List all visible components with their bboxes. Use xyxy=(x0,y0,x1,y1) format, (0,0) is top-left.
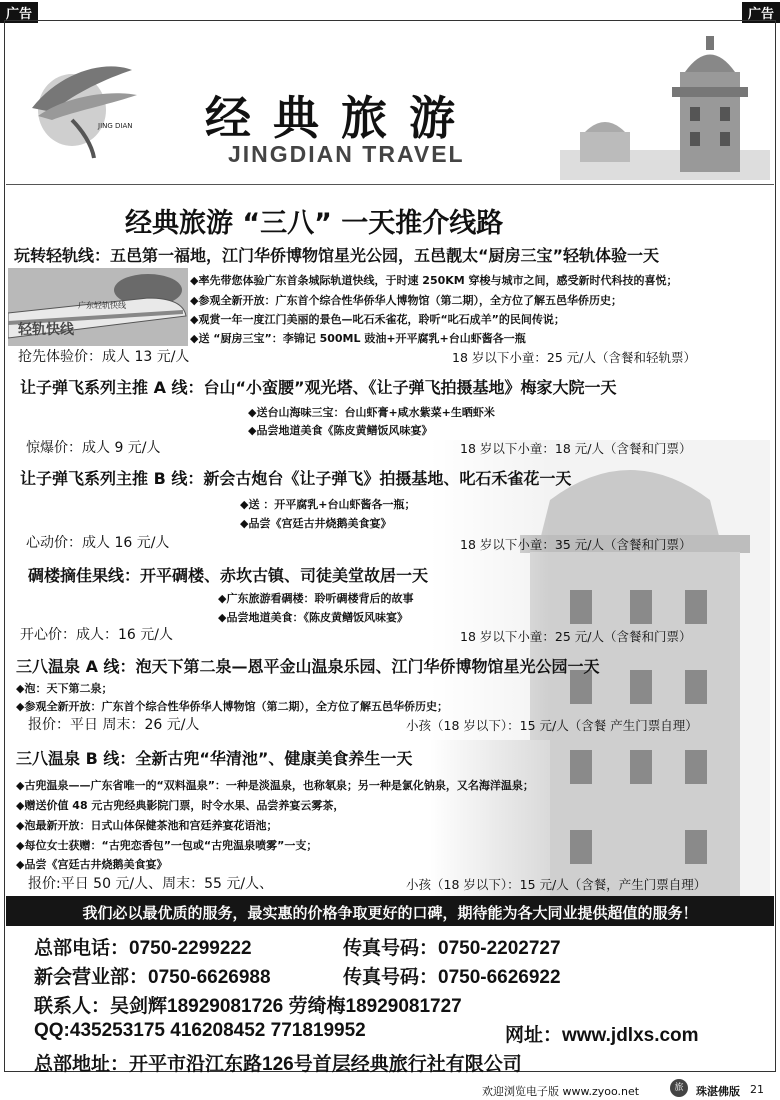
route-2-price-child: 18 岁以下小童：18 元/人（含餐和门票） xyxy=(460,441,692,456)
ad-label-left: 广告 xyxy=(0,2,38,23)
route-6-price-adult: 报价:平日 50 元/人、周末：55 元/人、 xyxy=(28,876,274,892)
route-5-bullet-1: ◆泡：天下第二泉； xyxy=(16,682,113,695)
brand-name-en: JINGDIAN TRAVEL xyxy=(228,141,465,167)
route-6-price-child: 小孩（18 岁以下）：15 元/人（含餐，产生门票自理） xyxy=(406,877,707,892)
route-3-title: 让子弹飞系列主推 B 线：新会古炮台《让子弹飞》拍摄基地、叱石禾雀花一天 xyxy=(20,469,572,488)
route-1-bullet-1: ◆率先带您体验广东首条城际轨道快线，于时速 250KM 穿梭与城市之间，感受新时代科技的喜悦； xyxy=(190,274,678,287)
qq-numbers: QQ:435253175 416208452 771819952 xyxy=(34,1020,366,1041)
route-1-price-child: 18 岁以下小童：25 元/人（含餐和轻轨票） xyxy=(452,350,696,365)
route-3-bullet-2: ◆品尝《宫廷古井烧鹅美食宴》 xyxy=(240,517,392,530)
route-4-price-child: 18 岁以下小童：25 元/人（含餐和门票） xyxy=(460,629,692,644)
route-1-bullet-2: ◆参观全新开放：广东首个综合性华侨华人博物馆（第二期），全方位了解五邑华侨历史； xyxy=(190,294,622,307)
route-4-title: 碉楼摘佳果线：开平碉楼、赤坎古镇、司徒美堂故居一天 xyxy=(28,566,429,585)
logo-text: JING DIAN xyxy=(98,122,133,130)
route-6-title: 三八温泉 B 线：全新古兜“华清池”、健康美食养生一天 xyxy=(16,749,413,768)
route-2-price-adult: 惊爆价：成人 9 元/人 xyxy=(26,440,161,456)
route-2-bullet-1: ◆送台山海味三宝：台山虾膏+咸水紫菜+生晒虾米 xyxy=(248,406,495,419)
route-6-bullet-1: ◆古兜温泉——广东省唯一的“双料温泉”：一种是淡温泉，也称氡泉；另一种是氯化钠泉，又名海洋温泉； xyxy=(16,779,534,792)
page-number: 21 xyxy=(750,1083,764,1096)
route-4-price-adult: 开心价：成人：16 元/人 xyxy=(20,627,173,643)
branch-phone: 新会营业部：0750-6626988 xyxy=(34,967,271,988)
header-divider xyxy=(6,184,774,185)
ad-label-right: 广告 xyxy=(742,2,780,23)
branch-fax: 传真号码：0750-6626922 xyxy=(343,967,561,988)
hq-address: 总部地址：开平市沿江东路126号首层经典旅行社有限公司 xyxy=(34,1054,522,1075)
route-2-title: 让子弹飞系列主推 A 线：台山“小蛮腰”观光塔、《让子弹飞拍摄基地》梅家大院一天 xyxy=(20,378,617,397)
route-5-bullet-2: ◆参观全新开放：广东首个综合性华侨华人博物馆（第二期），全方位了解五邑华侨历史； xyxy=(16,700,448,713)
footer-site: 欢迎浏览电子版 www.zyoo.net xyxy=(482,1085,640,1098)
route-4-bullet-1: ◆广东旅游看碉楼：聆听碉楼背后的故事 xyxy=(218,592,414,605)
slogan-bar xyxy=(6,896,774,926)
dragonfly-logo xyxy=(12,50,152,160)
train-text-2: 轻轨快线 xyxy=(18,322,74,338)
route-4-bullet-2: ◆品尝地道美食：《陈皮黄鳝饭风味宴》 xyxy=(218,611,408,624)
route-1-bullet-4: ◆送 “厨房三宝”：李锦记 500ML 豉油+开平腐乳+台山虾酱各一瓶 xyxy=(190,332,526,345)
route-3-price-adult: 心动价：成人 16 元/人 xyxy=(26,535,170,551)
train-image xyxy=(8,268,188,346)
website: 网址：www.jdlxs.com xyxy=(505,1025,699,1046)
watchtower-image xyxy=(560,32,770,180)
train-text-1: 广东轻轨快线 xyxy=(78,301,126,310)
route-5-title: 三八温泉 A 线：泡天下第二泉—恩平金山温泉乐园、江门华侨博物馆星光公园一天 xyxy=(16,657,600,676)
hq-fax: 传真号码：0750-2202727 xyxy=(343,938,561,959)
route-6-bullet-5: ◆品尝《宫廷古井烧鹅美食宴》 xyxy=(16,858,168,871)
hq-phone: 总部电话：0750-2299222 xyxy=(34,938,252,959)
headline: 经典旅游 “三八” 一天推介线路 xyxy=(125,208,504,239)
route-5-price-adult: 报价：平日 周末：26 元/人 xyxy=(28,717,200,733)
route-6-bullet-4: ◆每位女士获赠：“古兜恋香包”一包或“古兜温泉喷雾”一支； xyxy=(16,839,318,852)
footer-badge: 旅 xyxy=(670,1079,688,1097)
footer-section: 珠湛佛版 xyxy=(696,1085,740,1098)
slogan-text: 我们必以最优质的服务，最实惠的价格争取更好的口碑，期待能为各大同业提供超值的服务！ xyxy=(82,904,698,922)
route-6-bullet-2: ◆赠送价值 48 元古兜经典影院门票，时令水果、品尝养宴云雾茶， xyxy=(16,799,345,812)
brand-name-cn: 经典旅游 xyxy=(205,91,477,145)
contact-people: 联系人：吴剑辉18929081726 劳绮梅18929081727 xyxy=(34,996,462,1017)
route-1-price-adult: 抢先体验价：成人 13 元/人 xyxy=(18,349,190,365)
route-5-price-child: 小孩（18 岁以下）：15 元/人（含餐 产生门票自理） xyxy=(406,718,698,733)
route-6-bullet-3: ◆泡最新开放：日式山体保健茶池和宫廷养宴花语池； xyxy=(16,819,278,832)
route-1-bullet-3: ◆观赏一年一度江门美丽的景色—叱石禾雀花，聆听“叱石成羊”的民间传说； xyxy=(190,313,565,326)
route-1-title: 玩转轻轨线：五邑第一福地，江门华侨博物馆星光公园，五邑靓太“厨房三宝”轻轨体验一天 xyxy=(14,246,660,265)
route-3-bullet-1: ◆送 ：开平腐乳+台山虾酱各一瓶； xyxy=(240,498,416,511)
route-2-bullet-2: ◆品尝地道美食《陈皮黄鳝饭风味宴》 xyxy=(248,424,433,437)
route-3-price-child: 18 岁以下小童：35 元/人（含餐和门票） xyxy=(460,537,692,552)
